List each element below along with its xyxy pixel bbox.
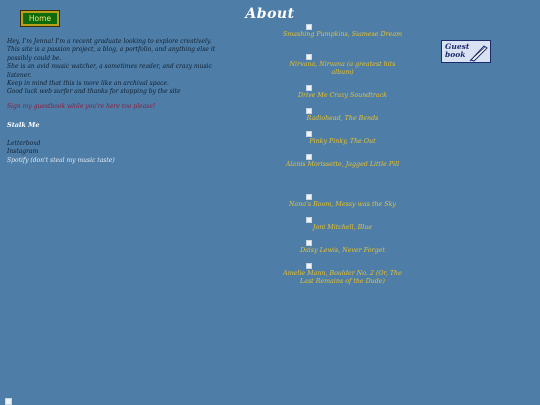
broken-image-icon (306, 263, 312, 269)
guestbook-label: Guest book (445, 42, 470, 59)
intro-line: She is an avid music watcher, a sometimes reader, and crazy music (7, 63, 212, 71)
album-list (280, 24, 405, 287)
instagram-link[interactable]: Instagram (7, 148, 39, 156)
intro-line: This site is a passion project, a blog, a portfolio, and anything else it (7, 46, 216, 54)
album-link[interactable]: Pinky Pinky, The Out (309, 138, 376, 145)
broken-image-icon (306, 240, 312, 246)
album-link[interactable]: Amelie Mann, Boulder No. 2 (Or, The Last Remains of the Dude) (283, 270, 402, 286)
broken-image-icon (306, 217, 312, 223)
stalk-me-heading: Stalk Me (7, 121, 40, 130)
intro-line: Keep in mind that this is more like an archival space. (7, 80, 169, 88)
album-link[interactable]: Radiohead, The Bends (306, 115, 379, 122)
broken-image-icon (306, 54, 312, 60)
quill-pen-icon (469, 43, 489, 62)
album-link[interactable]: Joni Mitchell, Blue (312, 224, 373, 231)
album-link[interactable]: Drive Me Crazy Soundtrack (298, 92, 387, 99)
album-link[interactable]: Daisy Lewis, Never Forget (300, 247, 385, 254)
album-link[interactable]: Nirvana, Nirvana (a greatest hits album) (289, 61, 396, 77)
guestbook-note: Sign my guestbook while you're here too please! (7, 102, 156, 110)
page-title: About (245, 6, 295, 22)
album-link[interactable]: Smashing Pumpkins, Siamese Dream (282, 31, 403, 38)
guestbook-button[interactable] (441, 40, 491, 63)
intro-line: possibly could be. (7, 54, 62, 62)
spotify-link[interactable]: Spotify (don't steal my music taste) (7, 156, 115, 164)
broken-image-icon (306, 24, 312, 30)
home-button[interactable]: Home (21, 11, 59, 26)
intro-line: listener. (7, 71, 32, 79)
intro-line: Hey, I'm Jenna! I'm a recent graduate looking to explore creatively. (7, 38, 212, 45)
broken-image-icon (306, 154, 312, 160)
broken-image-icon (306, 194, 312, 200)
broken-image-icon (306, 131, 312, 137)
album-link[interactable]: Alanis Morissette, Jagged Little Pill (285, 161, 400, 168)
album-link[interactable]: Nana's Room, Messy was the Sky (289, 201, 396, 208)
broken-image-icon (306, 85, 312, 91)
broken-image-icon (306, 108, 312, 114)
intro-line: Good luck web surfer and thanks for stopping by the site (7, 88, 181, 96)
social-links (7, 140, 282, 166)
intro-section (7, 38, 282, 165)
letterboxd-link[interactable]: Letterboxd (7, 139, 41, 147)
broken-image-icon (5, 398, 12, 405)
